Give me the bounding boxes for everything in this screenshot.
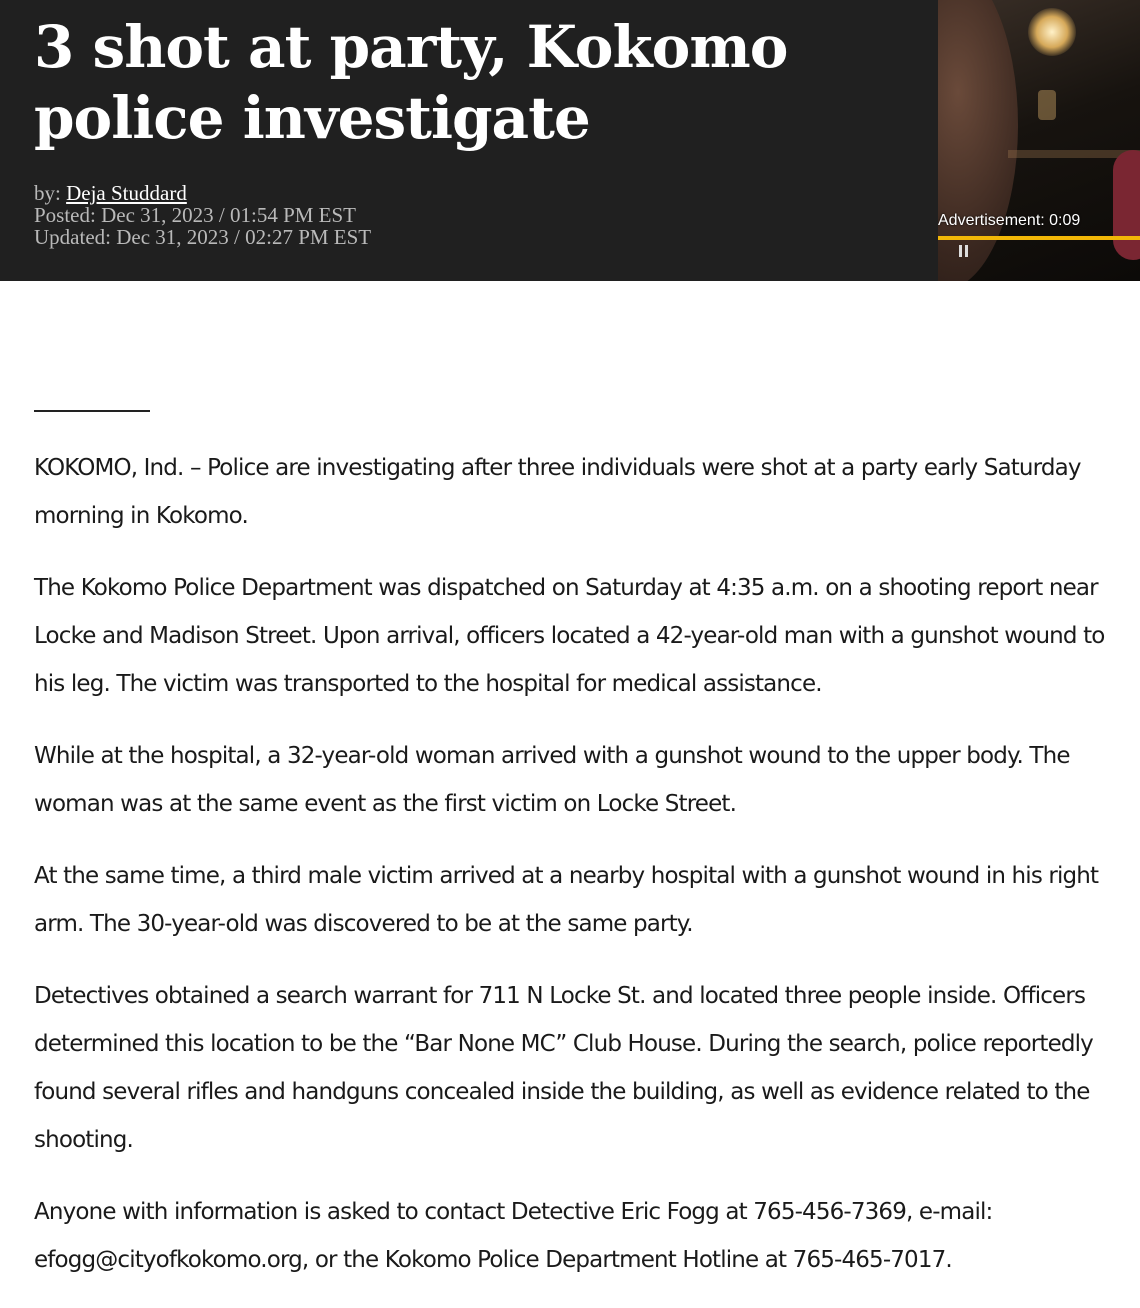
content-divider (34, 410, 150, 412)
video-frame-light (1038, 90, 1056, 120)
byline (34, 182, 371, 204)
video-progress-bar[interactable] (938, 236, 1140, 240)
advertisement-label: Advertisement: 0:09 (938, 212, 1081, 229)
article-meta (34, 182, 371, 248)
article-paragraph: At the same time, a third male victim arrived at a nearby hospital with a gunshot wound in his right arm. The 30-year-old was discovered to be at the same party. (34, 863, 1099, 937)
article-body (34, 444, 1140, 1308)
author-link[interactable]: Deja Studdard (66, 181, 187, 205)
pause-icon[interactable] (958, 245, 970, 258)
article-paragraph: Detectives obtained a search warrant for 711 N Locke St. and located three people inside. Officers determined this location to be the “Bar None MC” Club House. During the search, police reportedly found several rifles and handguns concealed inside the building, as well as evidence related to the shooting. (34, 983, 1093, 1153)
byline-prefix: by: (34, 181, 67, 205)
video-frame-lamp (1028, 8, 1076, 56)
video-progress-fill (938, 236, 1140, 240)
article-paragraph: Anyone with information is asked to contact Detective Eric Fogg at 765-456-7369, e-mail: efogg@cityofkokomo.org, or the Kokomo Police Department Hotline at 765-465-7017. (34, 1199, 993, 1273)
headline: 3 shot at party, Kokomo police investigate (34, 13, 788, 152)
updated-date: Updated: Dec 31, 2023 / 02:27 PM EST (34, 225, 372, 249)
article-paragraph: The Kokomo Police Department was dispatched on Saturday at 4:35 a.m. on a shooting report near Locke and Madison Street. Upon arrival, officers located a 42-year-old man with a gunshot wound to his leg. The victim was transported to the hospital for medical assistance. (34, 575, 1105, 697)
video-ad-player[interactable] (938, 0, 1140, 281)
article-header (0, 0, 1140, 281)
article-paragraph: KOKOMO, Ind. – Police are investigating after three individuals were shot at a party early Saturday morning in Kokomo. (34, 455, 1081, 529)
posted-date: Posted: Dec 31, 2023 / 01:54 PM EST (34, 203, 357, 227)
video-frame-arm (1113, 150, 1140, 260)
article-paragraph: While at the hospital, a 32-year-old woman arrived with a gunshot wound to the upper body. The woman was at the same event as the first victim on Locke Street. (34, 743, 1070, 817)
